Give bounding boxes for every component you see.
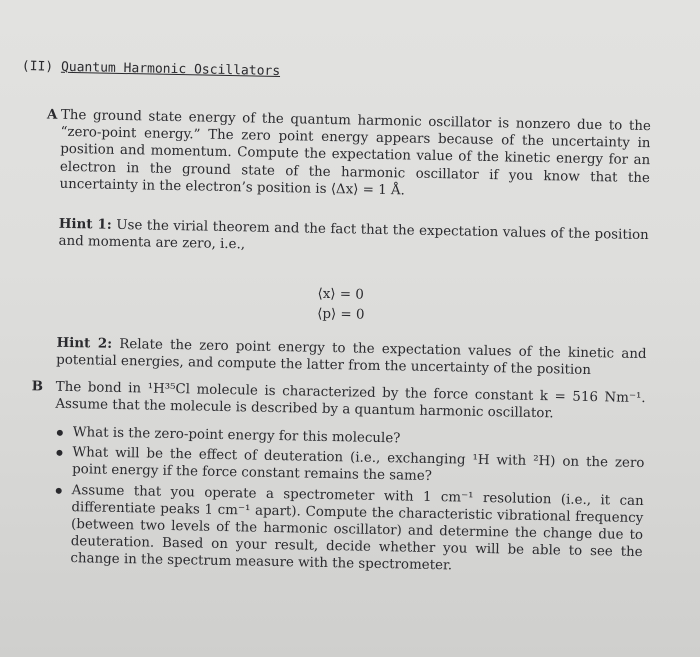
list-item: What will be the effect of deuteration (i.e., exchanging ¹H with ²H) on the zero point energy if the force constant remains the same? xyxy=(54,444,645,490)
question-list xyxy=(52,424,645,582)
part-a-text: The ground state energy of the quantum harmonic oscillator is nonzero due to the “zero-point energy.” The zero point energy appears because of the uncertainty in position and momentum. Compute the expectation value of the kinetic energy for an electron in the ground state of the harmonic oscillator if you know that the uncertainty in the electron’s position is ⟨Δx⟩ = 1 Å. xyxy=(59,107,651,199)
section-heading xyxy=(22,58,281,80)
hint-1-text: Use the virial theorem and the fact that the expectation values of the position and momenta are zero, i.e., xyxy=(58,217,649,253)
part-b xyxy=(31,378,646,425)
list-item: Assume that you operate a spectrometer with 1 cm⁻¹ resolution (i.e., it can differentiate peaks 1 cm⁻¹ apart). Compute the characteristic vibrational frequency (between two levels of the harmonic oscillator) and determine the change due to deuteration. Based on your result, decide whether you will be able to see the change in the spectrum measure with the spectrometer. xyxy=(52,481,644,578)
part-a xyxy=(46,106,651,204)
hint-1 xyxy=(58,216,649,262)
section-number: (II) xyxy=(21,59,54,75)
hint-2 xyxy=(56,335,647,381)
part-b-text: The bond in ¹H³⁵Cl molecule is characterized by the force constant k = 516 Nm⁻¹. Assume that the molecule is described by a quantum harmonic oscillator. xyxy=(55,379,646,422)
list-item: What is the zero-point energy for this molecule? xyxy=(55,424,645,453)
hint-2-label: Hint 2: xyxy=(56,334,113,352)
hint-1-label: Hint 1: xyxy=(58,215,112,233)
hint-2-text: Relate the zero point energy to the expectation values of the kinetic and potential energies, and compute the latter from the uncertainty of the position xyxy=(56,336,647,379)
equation-p-expectation: ⟨p⟩ = 0 xyxy=(317,306,365,323)
part-b-letter: B xyxy=(31,378,44,395)
equation-x-expectation: ⟨x⟩ = 0 xyxy=(317,286,364,303)
part-a-letter: A xyxy=(46,106,58,123)
section-title: Quantum Harmonic Oscillators xyxy=(60,59,281,79)
